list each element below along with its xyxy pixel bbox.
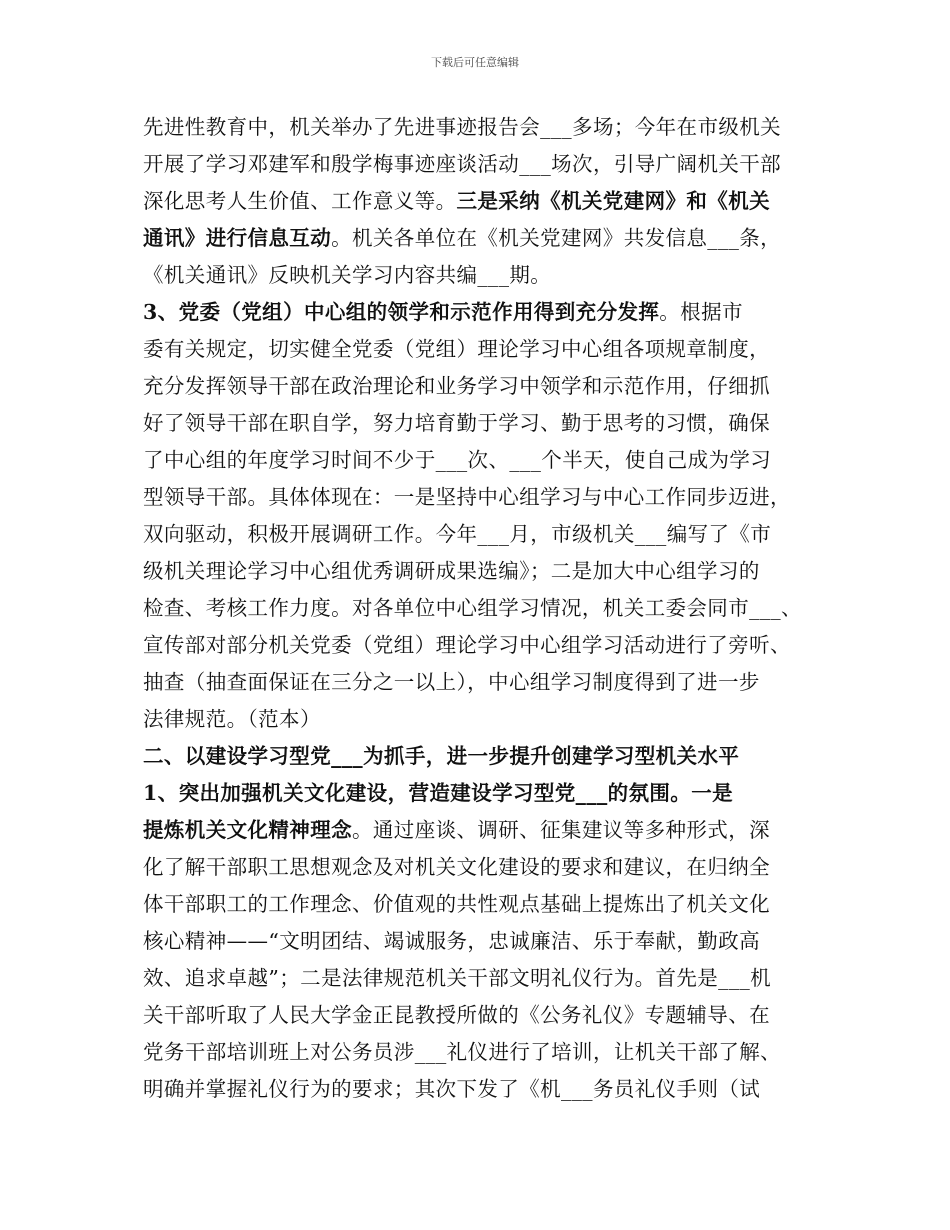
bold-text-segment: 提炼机关文化精神理念	[143, 818, 352, 842]
text-line	[143, 630, 823, 667]
text-line	[143, 1037, 823, 1074]
text-line	[143, 223, 823, 260]
text-segment: 。根据市	[659, 300, 743, 324]
text-line	[143, 852, 823, 889]
bold-text-segment: 3、党委（党组）中心组的领学和示范作用得到充分发挥	[143, 300, 660, 324]
text-segment: 宣传部对部分机关党委（党组）理论学习中心组学习活动进行了旁听、	[143, 633, 791, 657]
text-segment: 核心精神——“文明团结、竭诚服务，忠诚廉洁、乐于奉献，勤政高	[143, 929, 760, 953]
text-line	[143, 519, 823, 556]
text-segment: 体干部职工的工作理念、价值观的共性观点基础上提炼出了机关文化	[143, 892, 770, 916]
bold-text-segment: 1、突出加强机关文化建设，营造建设学习型党___的氛围。一是	[143, 781, 734, 805]
text-segment: 化了解干部职工思想观念及对机关文化建设的要求和建议，在归纳全	[143, 855, 770, 879]
text-line	[143, 260, 823, 297]
text-segment: 。机关各单位在《机关党建网》共发信息___条，	[331, 226, 782, 250]
text-line	[143, 963, 823, 1000]
text-line	[143, 741, 823, 778]
text-segment: 抽查（抽查面保证在三分之一以上），中心组学习制度得到了进一步	[143, 670, 760, 694]
text-segment: 型领导干部。具体体现在：一是坚持中心组学习与中心工作同步迈进，	[143, 485, 791, 509]
text-segment: 《机关通讯》反映机关学习内容共编___期。	[143, 263, 552, 287]
text-segment: 法律规范。（范本）	[143, 707, 321, 731]
text-line	[143, 889, 823, 926]
text-line	[143, 815, 823, 852]
text-line	[143, 556, 823, 593]
bold-text-segment: 通讯》进行信息互动	[143, 226, 332, 250]
text-segment: 检查、考核工作力度。对各单位中心组学习情况，机关工委会同市___、	[143, 596, 802, 620]
text-segment: 级机关理论学习中心组优秀调研成果选编》；二是加大中心组学习的	[143, 559, 760, 583]
bold-text-segment: 二、以建设学习型党___为抓手，进一步提升创建学习型机关水平	[143, 744, 740, 768]
text-line	[143, 371, 823, 408]
text-segment: 开展了学习邓建军和殷学梅事迹座谈活动___场次，引导广阔机关干部	[143, 152, 782, 176]
text-line	[143, 297, 823, 334]
text-segment: 党务干部培训班上对公务员涉___礼仪进行了培训，让机关干部了解、	[143, 1040, 782, 1064]
text-line	[143, 149, 823, 186]
text-line	[143, 667, 823, 704]
text-line	[143, 186, 823, 223]
text-line	[143, 926, 823, 963]
text-segment: 双向驱动，积极开展调研工作。今年___月，市级机关___编写了《市	[143, 522, 772, 546]
text-segment: 充分发挥领导干部在政治理论和业务学习中领学和示范作用，仔细抓	[143, 374, 770, 398]
text-line	[143, 334, 823, 371]
text-segment: 委有关规定，切实健全党委（党组）理论学习中心组各项规章制度，	[143, 337, 770, 361]
text-line	[143, 408, 823, 445]
text-line	[143, 704, 823, 741]
page-header: 下载后可任意编辑	[431, 56, 519, 69]
text-line	[143, 1074, 823, 1111]
bold-text-segment: 三是采纳《机关党建网》和《机关	[456, 189, 770, 213]
text-segment: 明确并掌握礼仪行为的要求；其次下发了《机___务员礼仪手则（试	[143, 1077, 761, 1101]
text-segment: 深化思考人生价值、工作意义等。	[143, 189, 457, 213]
text-line	[143, 1000, 823, 1037]
text-segment: 。通过座谈、调研、征集建议等多种形式，深	[352, 818, 770, 842]
text-line	[143, 112, 823, 149]
text-line	[143, 593, 823, 630]
text-line	[143, 778, 823, 815]
text-line	[143, 482, 823, 519]
document-body	[143, 112, 823, 1111]
text-segment: 关干部听取了人民大学金正昆教授所做的《公务礼仪》专题辅导、在	[143, 1003, 770, 1027]
text-segment: 先进性教育中，机关举办了先进事迹报告会___多场；今年在市级机关	[143, 115, 782, 139]
text-segment: 效、追求卓越”；二是法律规范机关干部文明礼仪行为。首先是___机	[143, 966, 772, 990]
text-line	[143, 445, 823, 482]
text-segment: 了中心组的年度学习时间不少于___次、___个半天，使自己成为学习	[143, 448, 772, 472]
text-segment: 好了领导干部在职自学，努力培育勤于学习、勤于思考的习惯，确保	[143, 411, 770, 435]
